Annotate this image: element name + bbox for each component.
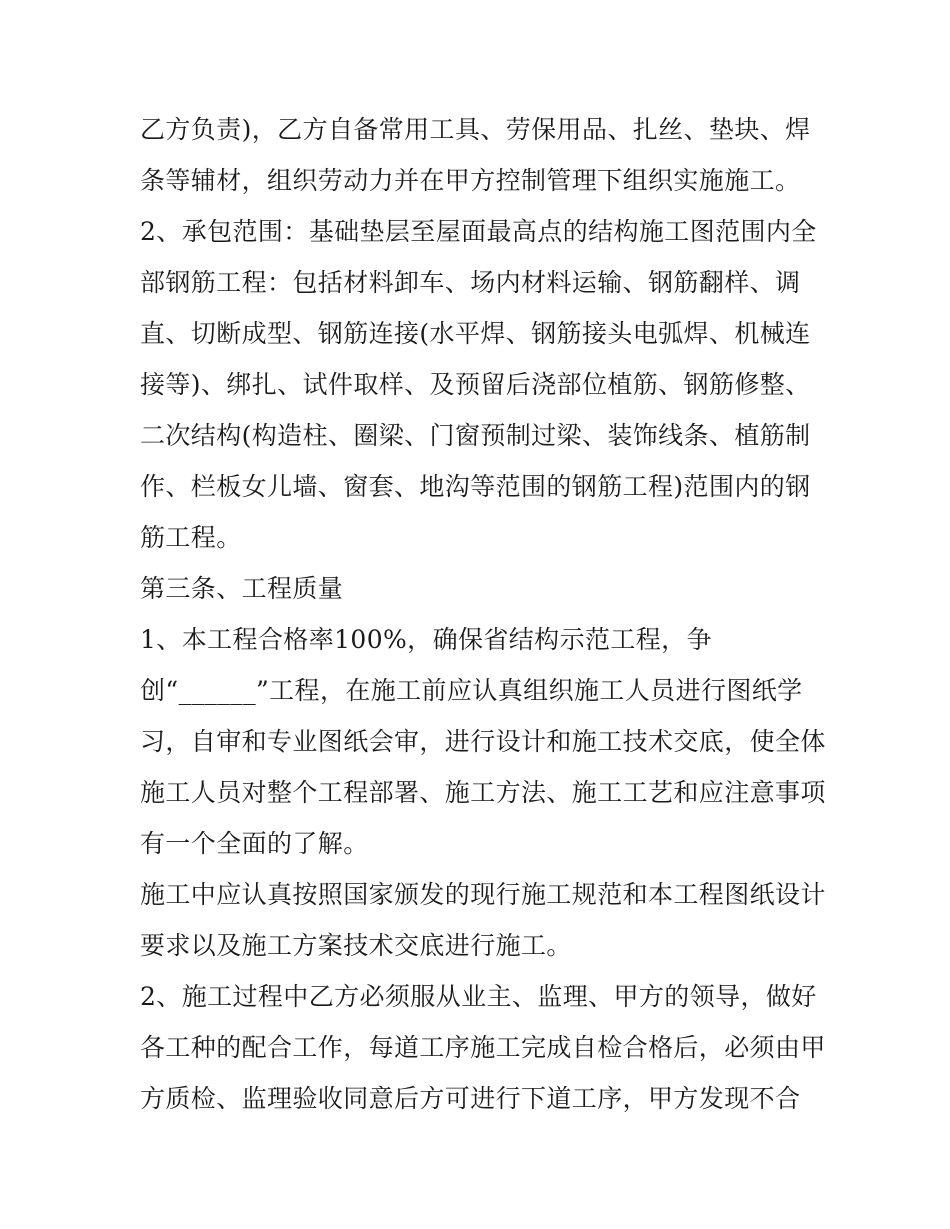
text-line: 筋工程。 xyxy=(140,523,242,552)
text-line: 各工种的配合工作，每道工序施工完成自检合格后，必须由甲 xyxy=(140,1033,826,1062)
text-line: 要求以及施工方案技术交底进行施工。 xyxy=(140,931,572,960)
text-line: 二次结构(构造柱、圈梁、门窗预制过梁、装饰线条、植筋制 xyxy=(140,421,811,450)
text-line: 乙方负责)，乙方自备常用工具、劳保用品、扎丝、垫块、焊 xyxy=(140,115,811,144)
text-line: 直、切断成型、钢筋连接(水平焊、钢筋接头电弧焊、机械连 xyxy=(140,319,811,348)
text-line: 方质检、监理验收同意后方可进行下道工序，甲方发现不合 xyxy=(140,1084,801,1113)
text-line: 部钢筋工程：包括材料卸车、场内材料运输、钢筋翻样、调 xyxy=(140,268,801,297)
text-line: 作、栏板女儿墙、窗套、地沟等范围的钢筋工程)范围内的钢 xyxy=(140,472,811,501)
text-line: 1、本工程合格率100%，确保省结构示范工程，争 xyxy=(140,625,712,654)
text-line: 施工中应认真按照国家颁发的现行施工规范和本工程图纸设计 xyxy=(140,880,826,909)
text-line: 创“______”工程，在施工前应认真组织施工人员进行图纸学 xyxy=(140,676,803,705)
text-line: 条等辅材，组织劳动力并在甲方控制管理下组织实施施工。 xyxy=(140,166,801,195)
text-line: 2、承包范围：基础垫层至屋面最高点的结构施工图范围内全 xyxy=(140,217,817,246)
document-body xyxy=(140,104,826,1124)
text-line: 有一个全面的了解。 xyxy=(140,829,369,858)
text-line: 施工人员对整个工程部署、施工方法、施工工艺和应注意事项 xyxy=(140,778,826,807)
section-heading: 第三条、工程质量 xyxy=(140,574,344,603)
text-line: 习，自审和专业图纸会审，进行设计和施工技术交底，使全体 xyxy=(140,727,826,756)
text-line: 接等)、绑扎、试件取样、及预留后浇部位植筋、钢筋修整、 xyxy=(140,370,811,399)
text-line: 2、施工过程中乙方必须服从业主、监理、甲方的领导，做好 xyxy=(140,982,817,1011)
